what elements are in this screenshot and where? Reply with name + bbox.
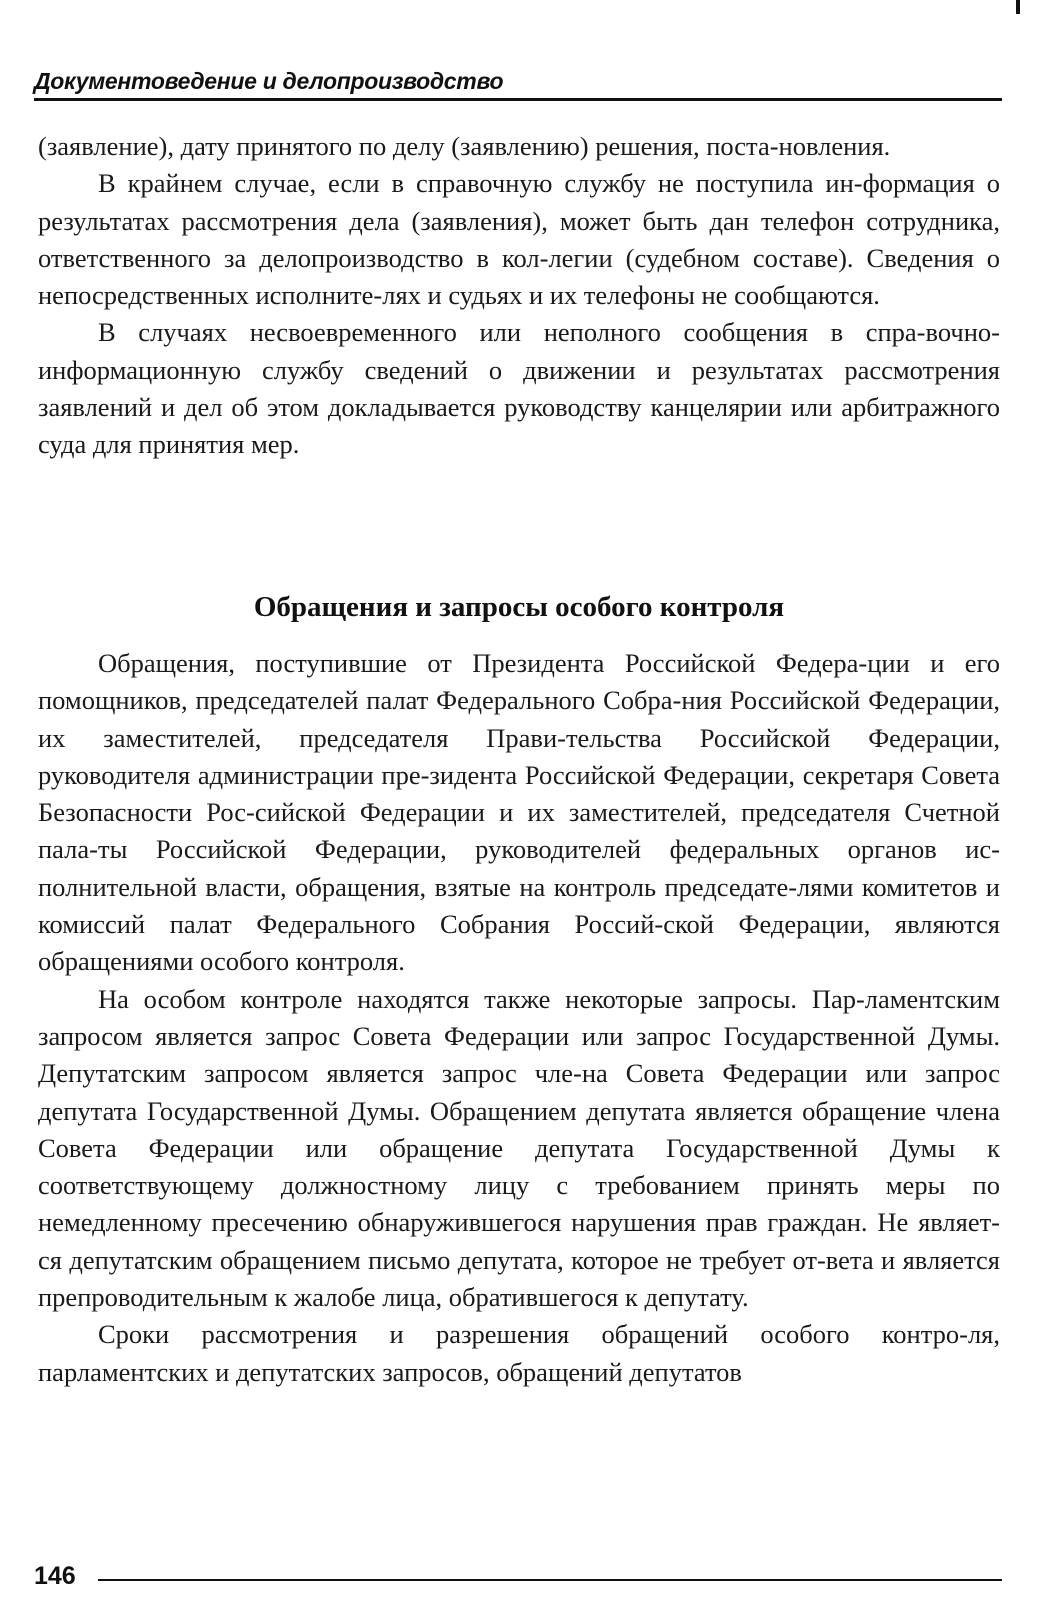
paragraph: На особом контроле находятся также некоторые запросы. Пар-ламентским запросом является запрос Совета Федерации или запрос Государственной Думы. Депутатским запросом является запрос чле-на Совета Федерации или запрос депутата Государственной Думы. Обращением депутата является обращение члена Совета Федерации или обращение депутата Государственной Думы к соответствующему должностному лицу с требованием принять меры по немедленному пресечению обнаружившегося нарушения прав граждан. Не являет-ся депутатским обращением письмо депутата, которое не требует от-вета и является препроводительным к жалобе лица, обратившегося к депутату. [38, 983, 1000, 1313]
running-header: Документоведение и делопроизводство [34, 68, 504, 94]
paragraph: Обращения, поступившие от Президента Российской Федера-ции и его помощников, председателей палат Федерального Собра-ния Российской Федерации, их заместителей, председателя Прави-тельства Российской Федерации, руководителя администрации пре-зидента Российской Федерации, секретаря Совета Безопасности Рос-сийской Федерации и их заместителей, председателя Счетной пала-ты Российской Федерации, руководителей федеральных органов ис-полнительной власти, обращения, взятые на контроль председате-лями комитетов и комиссий палат Федерального Собрания Россий-ской Федерации, являются обращениями особого контроля. [38, 648, 1000, 977]
scan-edge-mark [1016, 0, 1020, 14]
body-text-bottom [38, 645, 1000, 1391]
body-text-top [38, 128, 1000, 464]
paragraph: Сроки рассмотрения и разрешения обращений особого контро-ля, парламентских и депутатских запросов, обращений депутатов [38, 1319, 1000, 1387]
paragraph: В крайнем случае, если в справочную службу не поступила ин-формация о результатах рассмотрения дела (заявления), может быть дан телефон сотрудника, ответственного за делопроизводство в кол-легии (судебном составе). Сведения о непосредственных исполните-лях и судьях и их телефоны не сообщаются. [38, 168, 1000, 311]
paragraph: (заявление), дату принятого по делу (заявлению) решения, поста-новления. [38, 131, 891, 161]
paragraph: В случаях несвоевременного или неполного сообщения в спра-вочно-информационную службу сведений о движении и результатах рассмотрения заявлений и дел об этом докладывается руководству канцелярии или арбитражного суда для принятия мер. [38, 317, 1000, 460]
page-footer [34, 1562, 1002, 1592]
page-number: 146 [34, 1562, 76, 1590]
footer-rule [98, 1579, 1002, 1581]
header-rule [34, 98, 1002, 101]
section-heading: Обращения и запросы особого контроля [253, 591, 785, 623]
